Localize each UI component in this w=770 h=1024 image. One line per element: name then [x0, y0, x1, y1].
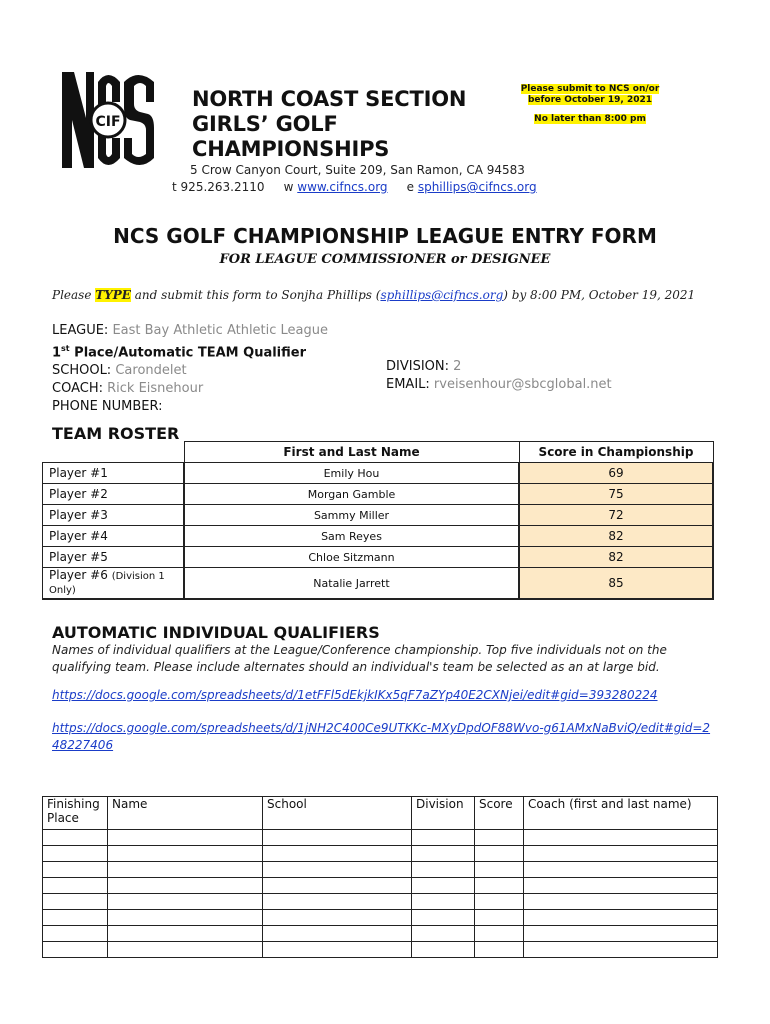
cell[interactable]: [412, 894, 475, 910]
notice-text: Please submit to NCS on/or before October 19, 2021: [520, 84, 660, 105]
qualifiers-table: [42, 796, 718, 958]
player-name[interactable]: Sammy Miller: [184, 505, 519, 526]
cell[interactable]: [108, 830, 263, 846]
cell[interactable]: [263, 910, 412, 926]
table-row: [43, 846, 718, 862]
title-line-3: CHAMPIONSHIPS: [192, 137, 390, 161]
email-link[interactable]: sphillips@cifncs.org: [417, 180, 537, 194]
player-name[interactable]: Sam Reyes: [184, 526, 519, 547]
cell[interactable]: [412, 846, 475, 862]
cell[interactable]: [475, 830, 524, 846]
table-row: [43, 830, 718, 846]
player-score[interactable]: 69: [519, 463, 713, 484]
cell[interactable]: [43, 846, 108, 862]
team-roster-heading: TEAM ROSTER: [52, 424, 180, 443]
contact-line: [172, 180, 537, 194]
school-row: [52, 362, 328, 380]
cell[interactable]: [412, 862, 475, 878]
instr-type: TYPE: [95, 288, 131, 302]
qualifier-sup: st: [61, 344, 70, 353]
notice-deadline: No later than 8:00 pm: [534, 114, 646, 124]
team-roster-table: [42, 441, 714, 600]
cell[interactable]: [475, 942, 524, 958]
phone-label: t: [172, 180, 177, 194]
player-score[interactable]: 82: [519, 526, 713, 547]
email-value: rveisenhour@sbcglobal.net: [433, 377, 612, 392]
qualifier-label: Place/Automatic TEAM Qualifier: [69, 345, 307, 361]
table-row: [43, 942, 718, 958]
player-score[interactable]: 72: [519, 505, 713, 526]
email-field-label: EMAIL:: [386, 377, 430, 392]
cell[interactable]: [43, 894, 108, 910]
cell[interactable]: [524, 846, 718, 862]
phone-number-label: PHONE NUMBER:: [52, 399, 163, 415]
table-row: [43, 526, 714, 547]
col-school: School: [263, 797, 412, 830]
table-row: [43, 894, 718, 910]
col-score: Score: [475, 797, 524, 830]
cell[interactable]: [263, 846, 412, 862]
cell[interactable]: [43, 862, 108, 878]
player-name[interactable]: Morgan Gamble: [184, 484, 519, 505]
cell[interactable]: [108, 942, 263, 958]
cell[interactable]: [524, 910, 718, 926]
player-name[interactable]: Chloe Sitzmann: [184, 547, 519, 568]
cell[interactable]: [412, 942, 475, 958]
cell[interactable]: [475, 862, 524, 878]
col-division: Division: [412, 797, 475, 830]
form-subtitle: FOR LEAGUE COMMISSIONER or DESIGNEE: [219, 252, 551, 267]
cell[interactable]: [524, 862, 718, 878]
email-row: [386, 376, 612, 394]
player-label: Player #1: [43, 463, 185, 484]
qualifier-num: 1: [52, 345, 62, 361]
cell[interactable]: [43, 830, 108, 846]
qualifiers-heading: AUTOMATIC INDIVIDUAL QUALIFIERS: [52, 623, 380, 642]
player-name[interactable]: Emily Hou: [184, 463, 519, 484]
section-title: [192, 87, 466, 162]
website-link[interactable]: www.cifncs.org: [297, 180, 388, 194]
cell[interactable]: [43, 942, 108, 958]
table-row: [43, 878, 718, 894]
cell[interactable]: [524, 894, 718, 910]
table-row: [43, 505, 714, 526]
qualifier-row: [52, 340, 328, 362]
col-name: Name: [108, 797, 263, 830]
league-value: East Bay Athletic Athletic League: [112, 323, 329, 338]
phone-row: [52, 398, 328, 416]
table-row: [43, 463, 714, 484]
player-label: Player #3: [43, 505, 185, 526]
table-row: [43, 926, 718, 942]
col-coach: Coach (first and last name): [524, 797, 718, 830]
cell[interactable]: [524, 830, 718, 846]
player-score[interactable]: 82: [519, 547, 713, 568]
roster-corner: [43, 442, 185, 463]
spreadsheet-link-1[interactable]: https://docs.google.com/spreadsheets/d/1etFFl5dEkjkIKx5qF7aZYp40E2CXNjei/edit#gid=393280224: [52, 688, 658, 702]
instr-pre: Please: [52, 288, 96, 302]
instr-post: ) by 8:00 PM, October 19, 2021: [503, 288, 696, 302]
cell[interactable]: [475, 926, 524, 942]
player-name[interactable]: Natalie Jarrett: [184, 568, 519, 600]
division-label: DIVISION:: [386, 359, 449, 374]
cell[interactable]: [412, 926, 475, 942]
division-row: [386, 358, 612, 376]
table-row: [43, 910, 718, 926]
player-label: Player #4: [43, 526, 185, 547]
instr-email-link[interactable]: sphillips@cifncs.org: [380, 288, 504, 302]
league-label: LEAGUE:: [52, 323, 109, 338]
submit-notice: [520, 84, 660, 125]
title-line-1: NORTH COAST SECTION: [192, 87, 467, 111]
cell[interactable]: [263, 830, 412, 846]
col-score-header: Score in Championship: [519, 442, 713, 463]
cell[interactable]: [524, 942, 718, 958]
instructions: [52, 288, 695, 302]
player-label: Player #2: [43, 484, 185, 505]
player-6-note: (Division 1 Only): [49, 571, 165, 596]
cell[interactable]: [108, 878, 263, 894]
cell[interactable]: [524, 926, 718, 942]
school-label: SCHOOL:: [52, 363, 112, 379]
cell[interactable]: [263, 862, 412, 878]
player-score[interactable]: 75: [519, 484, 713, 505]
cell[interactable]: [43, 926, 108, 942]
league-row: [52, 322, 328, 340]
cell[interactable]: [108, 846, 263, 862]
cell[interactable]: [43, 910, 108, 926]
table-row: [43, 862, 718, 878]
cell[interactable]: [524, 878, 718, 894]
qualifiers-description: Names of individual qualifiers at the League/Conference championship. Top five individuals not on the qualifying team. Please include alternates should an individual's team be selected as an at large bid.: [52, 643, 667, 674]
cell[interactable]: [263, 942, 412, 958]
player-score[interactable]: 85: [519, 568, 713, 600]
cell[interactable]: [43, 878, 108, 894]
table-row: [43, 547, 714, 568]
ncs-cif-logo: [60, 68, 156, 172]
cell[interactable]: [475, 894, 524, 910]
coach-row: [52, 380, 328, 398]
entry-info: [52, 322, 328, 416]
cell[interactable]: [108, 894, 263, 910]
cell[interactable]: [108, 926, 263, 942]
col-finishing-place: Finishing Place: [43, 797, 108, 830]
coach-label: COACH:: [52, 381, 103, 397]
table-row: [43, 484, 714, 505]
cell[interactable]: [475, 846, 524, 862]
cell[interactable]: [412, 830, 475, 846]
email-label: e: [406, 180, 414, 194]
cell[interactable]: [412, 878, 475, 894]
cell[interactable]: [412, 910, 475, 926]
player-label: [43, 568, 185, 600]
cell[interactable]: [263, 894, 412, 910]
phone: 925.263.2110: [180, 180, 265, 194]
school-value: Carondelet: [115, 363, 187, 379]
coach-value: Rick Eisnehour: [107, 381, 204, 397]
col-name-header: First and Last Name: [184, 442, 519, 463]
cell[interactable]: [108, 862, 263, 878]
player-label: Player #5: [43, 547, 185, 568]
address: 5 Crow Canyon Court, Suite 209, San Ramon, CA 94583: [190, 163, 525, 177]
cell[interactable]: [263, 878, 412, 894]
svg-text:CIF: CIF: [95, 114, 121, 130]
table-row: [43, 568, 714, 600]
division-value: 2: [453, 359, 462, 374]
player-6-label: Player #6: [49, 568, 108, 582]
cell[interactable]: [108, 910, 263, 926]
title-line-2: GIRLS’ GOLF: [192, 112, 338, 136]
entry-info-right: [386, 358, 612, 394]
instr-mid: and submit this form to Sonjha Phillips (: [130, 288, 381, 302]
cell[interactable]: [475, 910, 524, 926]
cell[interactable]: [263, 926, 412, 942]
cell[interactable]: [475, 878, 524, 894]
web-label: w: [283, 180, 294, 194]
spreadsheet-link-2[interactable]: https://docs.google.com/spreadsheets/d/1jNH2C400Ce9UTKKc-MXyDpdOF88Wvo-g61AMxNaBviQ/edit#gid=248227406: [52, 721, 711, 752]
form-title: NCS GOLF CHAMPIONSHIP LEAGUE ENTRY FORM: [113, 224, 657, 248]
